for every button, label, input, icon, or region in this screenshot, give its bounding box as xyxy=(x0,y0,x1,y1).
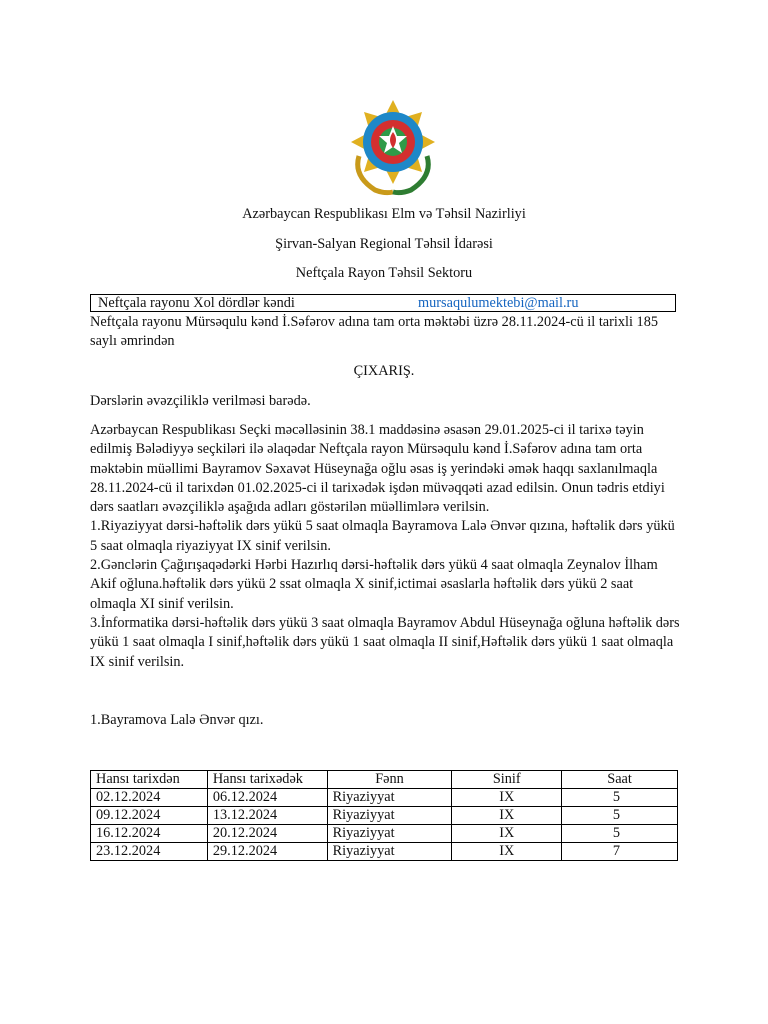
table-cell: IX xyxy=(452,807,562,825)
table-row xyxy=(91,843,678,861)
table-cell: Riyaziyyat xyxy=(327,843,452,861)
table-cell: 5 xyxy=(562,789,678,807)
order-item: 2.Gənclərin Çağırışaqədərki Hərbi Hazırlıq dərsi-həftəlik dərs yükü 4 saat olmaqla Zeynalov İlham Akif oğluna.həftəlik dərs yükü 2 ssat olmaqla X sinif,ictimai əsaslarla həftəlik dərs yükü 2 saat olmaqla XI sinif verilsin. xyxy=(90,557,658,612)
table-cell: 23.12.2024 xyxy=(91,843,208,861)
sector-title: Neftçala Rayon Təhsil Sektoru xyxy=(295,265,473,281)
column-header: Hansı tarixdən xyxy=(91,771,208,789)
order-item: 3.İnformatika dərsi-həftəlik dərs yükü 3 saat olmaqla Bayramov Abdul Hüseynağa oğluna həftəlik dərs yükü 1 saat olmaqla I sinif,həftəlik dərs yükü 1 saat olmaqla II sinif,Həftəlik dərs yükü 1 saat olmaqla IX sinif verilsin. xyxy=(90,614,680,670)
table-cell: 5 xyxy=(562,825,678,843)
column-header: Fənn xyxy=(327,771,452,789)
body-paragraph: Azərbaycan Respublikası Seçki məcəlləsinin 38.1 maddəsinə əsasən 29.01.2025-ci il tarixə təyin edilmiş Bələdiyyə seçkiləri ilə əlaqədar Neftçala rayon Mürsəqulu kənd İ.Səfərov adına tam orta məktəbin müəllimi Bayramov Səxavət Hüseynağa oğlu əsas iş yerindəki əmək haqqı saxlanılmaqla 28.11.2024-cü il tarixdən 01.02.2025-ci il tarixədək işdən müvəqqəti azad edilsin. Onun tədris etdiyi dərs saatları əvəzçiliklə aşağıda adları göstərilən müəllimlərə verilsin. xyxy=(90,422,665,516)
table-cell: 06.12.2024 xyxy=(207,789,327,807)
table-cell: IX xyxy=(452,789,562,807)
regional-office-title: Şirvan-Salyan Regional Təhsil İdarəsi xyxy=(275,236,493,252)
subject-line: Dərslərin əvəzçiliklə verilməsi barədə. xyxy=(90,393,311,409)
order-item: 1.Riyaziyyat dərsi-həftəlik dərs yükü 5 saat olmaqla Bayramova Lalə Ənvər qızına, həftəlik dərs yükü 5 saat olmaqla riyaziyyat IX sinif verilsin. xyxy=(90,518,675,554)
table-cell: 29.12.2024 xyxy=(207,843,327,861)
table-cell: 16.12.2024 xyxy=(91,825,208,843)
table-cell: 5 xyxy=(562,807,678,825)
table-cell: 02.12.2024 xyxy=(91,789,208,807)
table-row xyxy=(91,825,678,843)
table-cell: Riyaziyyat xyxy=(327,825,452,843)
column-header: Saat xyxy=(562,771,678,789)
table-cell: 20.12.2024 xyxy=(207,825,327,843)
table-cell: 09.12.2024 xyxy=(91,807,208,825)
document-title: ÇIXARIŞ. xyxy=(353,363,415,379)
table-cell: 7 xyxy=(562,843,678,861)
ministry-title: Azərbaycan Respublikası Elm və Təhsil Nazirliyi xyxy=(242,206,526,222)
table-row xyxy=(91,807,678,825)
table-cell: IX xyxy=(452,843,562,861)
section-person: 1.Bayramova Lalə Ənvər qızı. xyxy=(90,712,264,728)
table-cell: Riyaziyyat xyxy=(327,807,452,825)
email-link[interactable]: mursaqulumektebi@mail.ru xyxy=(418,295,579,311)
table-cell: 13.12.2024 xyxy=(207,807,327,825)
column-header: Sinif xyxy=(452,771,562,789)
schedule-table xyxy=(90,770,678,861)
table-cell: IX xyxy=(452,825,562,843)
table-row xyxy=(91,789,678,807)
address-box xyxy=(90,294,676,312)
column-header: Hansı tarixədək xyxy=(207,771,327,789)
azerbaijan-emblem-icon xyxy=(345,96,441,196)
table-cell: Riyaziyyat xyxy=(327,789,452,807)
table-header-row xyxy=(91,771,678,789)
school-location: Neftçala rayonu Xol dördlər kəndi xyxy=(98,295,295,311)
order-body xyxy=(90,421,680,672)
intro-text: Neftçala rayonu Mürsəqulu kənd İ.Səfərov adına tam orta məktəbi üzrə 28.11.2024-cü il tarixli 185 saylı əmrindən xyxy=(90,314,658,350)
